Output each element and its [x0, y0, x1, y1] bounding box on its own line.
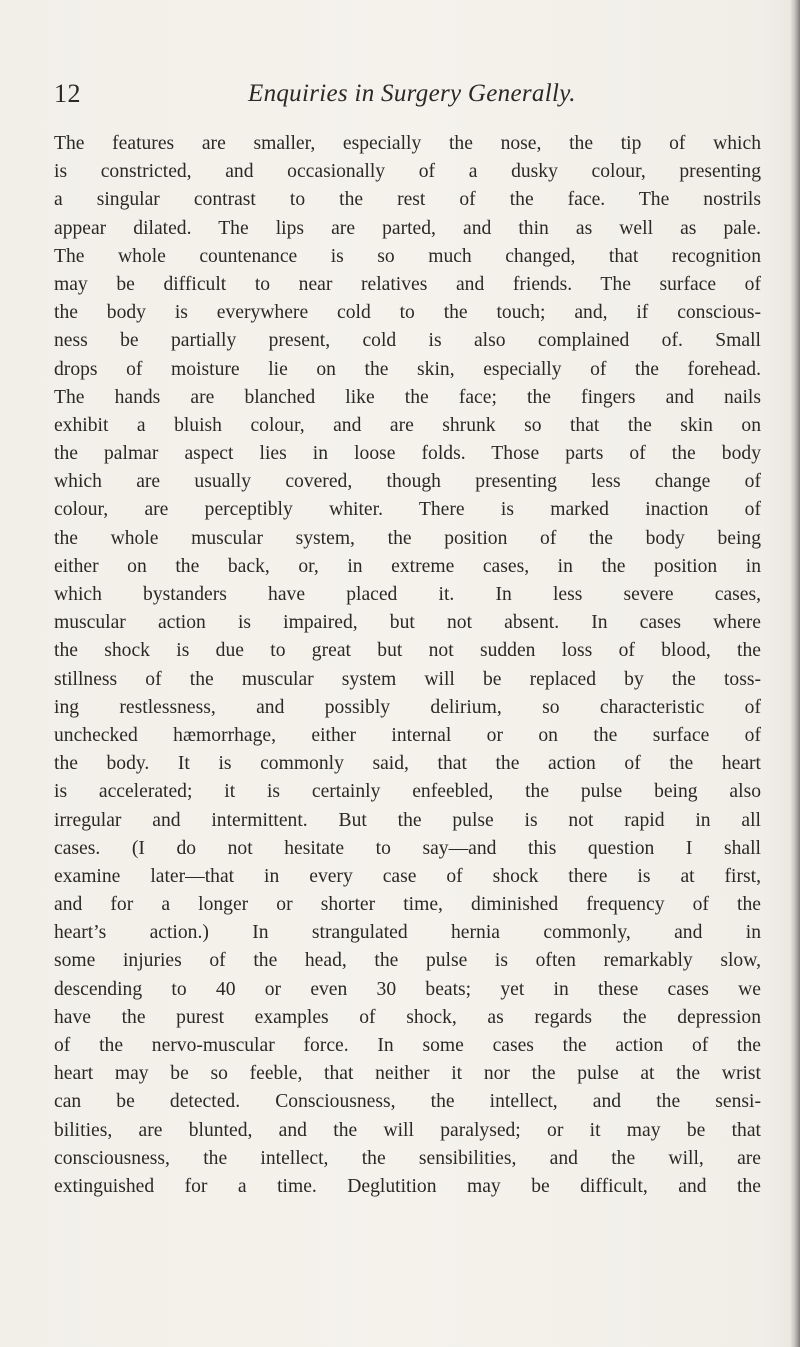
text-line: some injuries of the head, the pulse is often remarkably slow, [54, 950, 761, 972]
text-line: drops of moisture lie on the skin, especially of the forehead. [54, 358, 761, 380]
text-line: heart’s action.) In strangulated hernia commonly, and in [54, 922, 761, 944]
text-line: irregular and intermittent. But the pulse is not rapid in all [54, 809, 761, 831]
text-line: ness be partially present, cold is also complained of. Small [54, 330, 761, 352]
text-line: exhibit a bluish colour, and are shrunk so that the skin on [54, 414, 761, 436]
text-line: is constricted, and occasionally of a dusky colour, presenting [54, 161, 761, 183]
text-line: extinguished for a time. Deglutition may be difficult, and the [54, 1175, 761, 1197]
text-line: the body. It is commonly said, that the action of the heart [54, 753, 761, 775]
page-edge-shadow [790, 0, 800, 1347]
body-text [54, 130, 761, 1201]
text-line: colour, are perceptibly whiter. There is marked inaction of [54, 499, 761, 521]
text-line: and for a longer or shorter time, diminished frequency of the [54, 894, 761, 916]
text-line: examine later—that in every case of shock there is at first, [54, 865, 761, 887]
page-number: 12 [54, 79, 81, 108]
text-line: appear dilated. The lips are parted, and thin as well as pale. [54, 217, 761, 239]
text-line: consciousness, the intellect, the sensibilities, and the will, are [54, 1147, 761, 1169]
text-line: which are usually covered, though presenting less change of [54, 471, 761, 493]
text-line: the palmar aspect lies in loose folds. Those parts of the body [54, 443, 761, 465]
text-line: can be detected. Consciousness, the intellect, and the sensi- [54, 1091, 761, 1113]
text-line: is accelerated; it is certainly enfeebled, the pulse being also [54, 781, 761, 803]
running-head: Enquiries in Surgery Generally. [248, 80, 576, 107]
text-line: the shock is due to great but not sudden loss of blood, the [54, 640, 761, 662]
text-line: the whole muscular system, the position of the body being [54, 527, 761, 549]
text-line: cases. (I do not hesitate to say—and this question I shall [54, 837, 761, 859]
text-line: bilities, are blunted, and the will paralysed; or it may be that [54, 1119, 761, 1141]
text-line: of the nervo-muscular force. In some cases the action of the [54, 1035, 761, 1056]
text-line: unchecked hæmorrhage, either internal or on the surface of [54, 724, 761, 746]
text-line: The whole countenance is so much changed, that recognition [54, 245, 761, 267]
text-line: may be difficult to near relatives and friends. The surface of [54, 273, 761, 295]
text-line: muscular action is impaired, but not absent. In cases where [54, 612, 761, 634]
page-header [0, 78, 800, 118]
text-line: have the purest examples of shock, as regards the depression [54, 1006, 761, 1028]
text-line: stillness of the muscular system will be replaced by the toss- [54, 668, 761, 690]
text-line: the body is everywhere cold to the touch; and, if conscious- [54, 302, 761, 324]
text-line: a singular contrast to the rest of the face. The nostrils [54, 189, 761, 211]
text-line: either on the back, or, in extreme cases, in the position in [54, 555, 761, 577]
text-line: descending to 40 or even 30 beats; yet in these cases we [54, 978, 761, 1000]
text-line: The features are smaller, especially the nose, the tip of which [54, 133, 761, 154]
text-line: heart may be so feeble, that neither it nor the pulse at the wrist [54, 1063, 761, 1085]
text-line: which bystanders have placed it. In less severe cases, [54, 584, 761, 605]
text-line: The hands are blanched like the face; the fingers and nails [54, 386, 761, 408]
text-line: ing restlessness, and possibly delirium, so characteristic of [54, 696, 761, 718]
